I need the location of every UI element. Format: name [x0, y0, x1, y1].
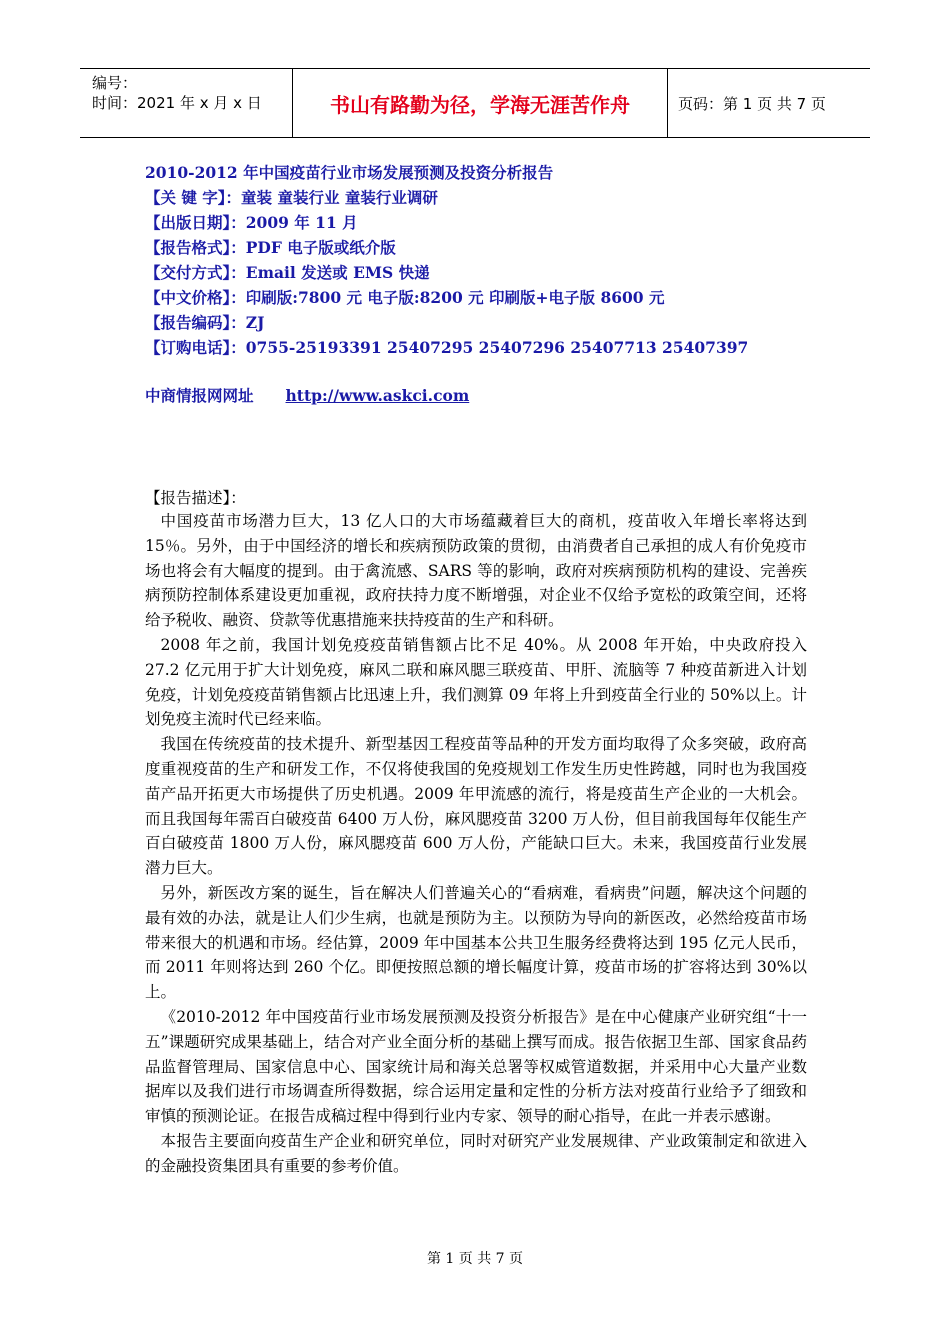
- report-keywords: 【关 键 字】：童装 童装行业 童装行业调研: [145, 188, 438, 207]
- report-pub-date: 【出版日期】：2009 年 11 月: [145, 213, 358, 232]
- description-paragraph: 《2010-2012 年中国疫苗行业市场发展预测及投资分析报告》是在中心健康产业研究组“十一五”课题研究成果基础上，结合对产业全面分析的基础上撰写而成。报告依据卫生部、国家食品药品监督管理局、国家信息中心、国家统计局和海关总署等权威管道数据，并采用中心大量产业数据库以及我们进行市场调查所得数据，综合运用定量和定性的分析方法对疫苗行业给予了细致和审慎的预测论证。在报告成稿过程中得到行业内专家、领导的耐心指导，在此一并表示感谢。: [145, 1007, 807, 1126]
- report-delivery: 【交付方式】：Email 发送或 EMS 快递: [145, 263, 430, 282]
- report-phone: 【订购电话】：0755-25193391 25407295 25407296 25407713 25407397: [145, 338, 749, 357]
- report-format: 【报告格式】：PDF 电子版或纸介版: [145, 238, 396, 257]
- page-footer: 第 1 页 共 7 页: [426, 1251, 524, 1267]
- site-line: [145, 384, 469, 406]
- header-motto: 书山有路勤为径，学海无涯苦作舟: [292, 69, 668, 137]
- description-paragraph: 本报告主要面向疫苗生产企业和研究单位，同时对研究产业发展规律、产业政策制定和欲进入的金融投资集团具有重要的参考价值。: [145, 1131, 807, 1175]
- description-paragraph: 另外，新医改方案的诞生，旨在解决人们普遍关心的“看病难，看病贵”问题，解决这个问题的最有效的办法，就是让人们少生病，也就是预防为主。以预防为导向的新医改，必然给疫苗市场带来很大的机遇和市场。经估算，2009 年中国基本公共卫生服务经费将达到 195 亿元人民币，而 2011 年则将达到 260 个亿。即便按照总额的增长幅度计算，疫苗市场的扩容将达到 30%以上。: [145, 883, 807, 1002]
- header-page-info: 页码：第 1 页 共 7 页: [678, 94, 826, 113]
- description-paragraph: 中国疫苗市场潜力巨大，13 亿人口的大市场蕴藏着巨大的商机，疫苗收入年增长率将达到 15％。另外，由于中国经济的增长和疾病预防政策的贯彻，由消费者自己承担的成人有价免疫市场也将会有大幅度的提到。由于禽流感、SARS 等的影响，政府对疾病预防机构的建设、完善疾病预防控制体系建设更加重视，政府扶持力度不断增强，对企业不仅给予宽松的政策空间，还将给予税收、融资、贷款等优惠措施来扶持疫苗的生产和科研。: [145, 512, 807, 630]
- site-label: 中商情报网网址: [145, 386, 254, 405]
- report-price: 【中文价格】：印刷版:7800 元 电子版:8200 元 印刷版+电子版 8600 元: [145, 288, 665, 307]
- description-heading: 【报告描述】：: [145, 489, 246, 507]
- report-meta: [145, 160, 845, 360]
- page-header: [80, 68, 870, 138]
- description-body: [145, 509, 807, 1179]
- description-paragraph: 我国在传统疫苗的技术提升、新型基因工程疫苗等品种的开发方面均取得了众多突破，政府高度重视疫苗的生产和研发工作，不仅将使我国的免疫规划工作发生历史性跨越，同时也为我国疫苗产品开拓更大市场提供了历史机遇。2009 年甲流感的流行，将是疫苗生产企业的一大机会。而且我国每年需百白破疫苗 6400 万人份，麻风腮疫苗 3200 万人份，但目前我国每年仅能生产百白破疫苗 1800 万人份，麻风腮疫苗 600 万人份，产能缺口巨大。未来，我国疫苗行业发展潜力巨大。: [145, 735, 807, 878]
- header-info: [80, 69, 292, 137]
- doc-number-label: 编号：: [92, 74, 138, 92]
- site-url-link[interactable]: http://www.askci.com: [285, 386, 470, 405]
- doc-time-label: 时间：2021 年 x 月 x 日: [92, 94, 262, 112]
- report-title: 2010-2012 年中国疫苗行业市场发展预测及投资分析报告: [145, 163, 554, 182]
- description-paragraph: 2008 年之前，我国计划免疫疫苗销售额占比不足 40%。从 2008 年开始，中央政府投入 27.2 亿元用于扩大计划免疫，麻风二联和麻风腮三联疫苗、甲肝、流脑等 7 种疫苗新进入计划免疫，计划免疫疫苗销售额占比迅速上升，我们测算 09 年将上升到疫苗全行业的 50%以上。计划免疫主流时代已经来临。: [145, 635, 807, 729]
- report-code: 【报告编码】：ZJ: [145, 313, 265, 332]
